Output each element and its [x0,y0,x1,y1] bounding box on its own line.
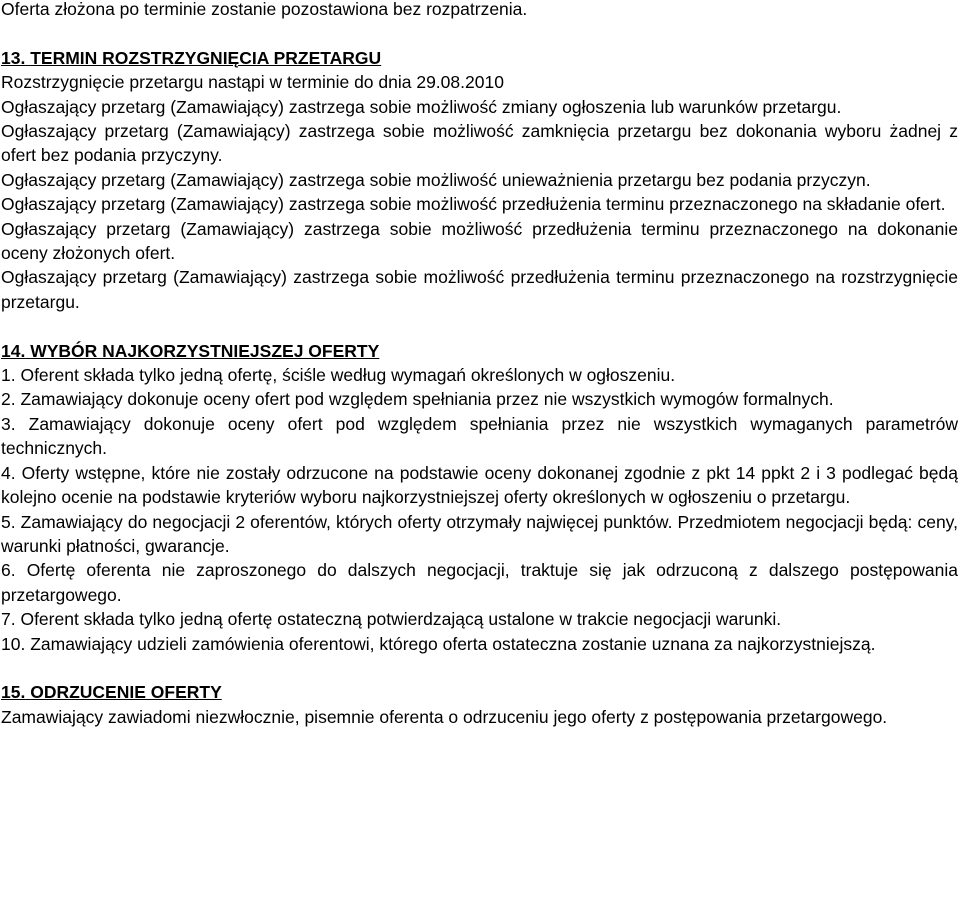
section-13 [1,46,958,314]
section-14-item: 6. Ofertę oferenta nie zaproszonego do dalszych negocjacji, traktuje się jak odrzuconą z dalszego postępowania przetargowego. [1,560,958,605]
section-13-paragraph: Ogłaszający przetarg (Zamawiający) zastrzega sobie możliwość unieważnienia przetargu bez podania przyczyn. [1,169,871,190]
section-13-paragraph: Ogłaszający przetarg (Zamawiający) zastrzega sobie możliwość zamknięcia przetargu bez dokonania wyboru żadnej z ofert bez podania przyczyny. [1,121,958,166]
spacer [1,21,958,45]
section-14-item: 3. Zamawiający dokonuje oceny ofert pod względem spełniania przez nie wszystkich wymaganych parametrów technicznych. [1,413,958,459]
section-14-number: 14. [1,340,26,361]
section-13-paragraph: Rozstrzygnięcie przetargu nastąpi w terminie do dnia 29.08.2010 [1,72,504,93]
spacer [1,314,958,338]
document-page [1,0,958,729]
section-15-number: 15. [1,682,26,703]
section-13-heading [1,46,958,70]
section-14-title: WYBÓR NAJKORZYSTNIEJSZEJ OFERTY [30,340,380,361]
section-15 [1,680,958,729]
section-13-paragraph: Ogłaszający przetarg (Zamawiający) zastrzega sobie możliwość przedłużenia terminu przeznaczonego na dokonanie oceny złożonych ofert. [1,218,958,264]
section-14-item: 1. Oferent składa tylko jedną ofertę, ściśle według wymagań określonych w ogłoszeniu. [1,365,676,386]
section-14-item: 2. Zamawiający dokonuje oceny ofert pod względem spełniania przez nie wszystkich wymogów formalnych. [1,389,834,410]
section-14-item: 4. Oferty wstępne, które nie zostały odrzucone na podstawie oceny dokonanej zgodnie z pkt 14 ppkt 2 i 3 podlegać będą kolejno ocenie na podstawie kryteriów wyboru najkorzystniejszej oferty określonych w ogłoszeniu o przetargu. [1,462,958,508]
section-13-paragraph: Ogłaszający przetarg (Zamawiający) zastrzega sobie możliwość przedłużenia terminu przeznaczonego na składanie ofert. [1,194,946,215]
section-15-title: ODRZUCENIE OFERTY [30,682,222,703]
section-13-title: TERMIN ROZSTRZYGNIĘCIA PRZETARGU [30,47,382,68]
section-14-heading [1,339,958,363]
spacer [1,656,958,680]
section-15-paragraph: Zamawiający zawiadomi niezwłocznie, pisemnie oferenta o odrzuceniu jego oferty z postępowania przetargowego. [1,706,888,727]
section-13-paragraph: Ogłaszający przetarg (Zamawiający) zastrzega sobie możliwość zmiany ogłoszenia lub warunków przetargu. [1,96,842,117]
section-14-item: 10. Zamawiający udzieli zamówienia oferentowi, którego oferta ostateczna zostanie uznana za najkorzystniejszą. [1,633,876,654]
section-14-item: 7. Oferent składa tylko jedną ofertę ostateczną potwierdzającą ustalone w trakcie negocjacji warunki. [1,609,782,630]
section-14 [1,339,958,656]
intro-paragraph: Oferta złożona po terminie zostanie pozostawiona bez rozpatrzenia. [1,0,528,19]
section-14-item: 5. Zamawiający do negocjacji 2 oferentów, których oferty otrzymały najwięcej punktów. Przedmiotem negocjacji będą: ceny, warunki płatności, gwarancje. [1,511,958,556]
section-13-number: 13. [1,47,26,68]
section-15-heading [1,680,958,704]
section-13-paragraph: Ogłaszający przetarg (Zamawiający) zastrzega sobie możliwość przedłużenia terminu przeznaczonego na rozstrzygnięcie przetargu. [1,267,958,312]
